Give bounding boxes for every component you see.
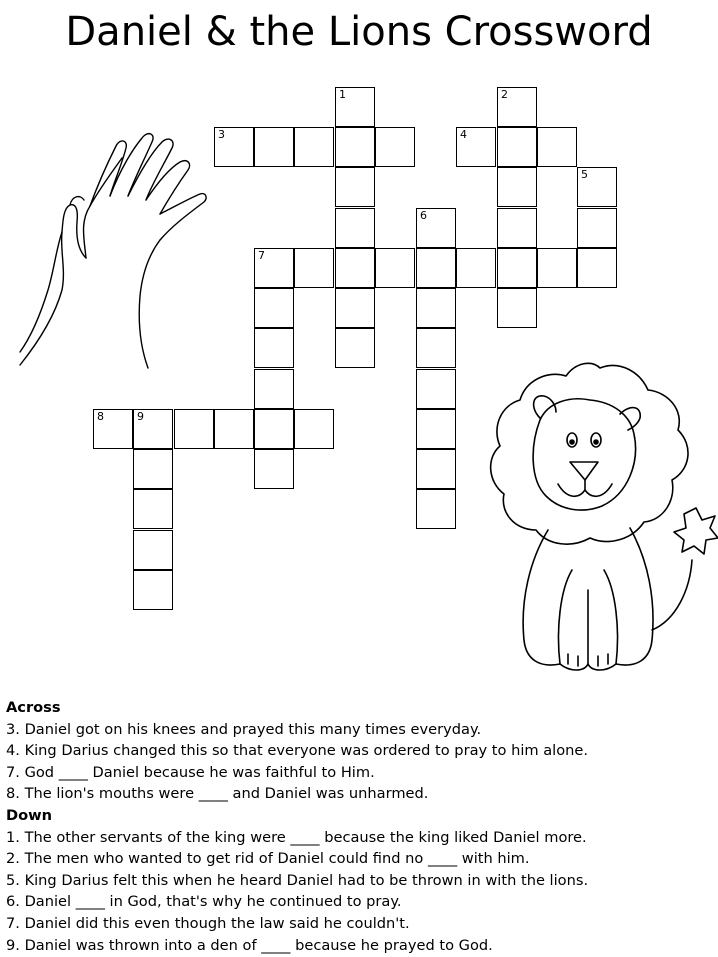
clue-number: 1 <box>339 88 346 101</box>
grid-cell[interactable] <box>416 489 456 529</box>
grid-cell[interactable] <box>254 328 294 368</box>
clue-number: 9 <box>137 410 144 423</box>
grid-cell[interactable] <box>254 127 294 167</box>
clue-number: 2 <box>501 88 508 101</box>
grid-cell[interactable] <box>133 570 173 610</box>
grid-cell[interactable] <box>416 449 456 489</box>
grid-cell[interactable] <box>174 409 214 449</box>
grid-cell[interactable] <box>335 248 375 288</box>
clue-number: 8 <box>97 410 104 423</box>
grid-cell[interactable] <box>254 409 294 449</box>
clue-number: 6 <box>420 209 427 222</box>
clues-section <box>6 697 712 956</box>
grid-cell[interactable] <box>375 127 415 167</box>
clue-number: 4 <box>460 128 467 141</box>
down-clue: 9. Daniel was thrown into a den of ____ because he prayed to God. <box>6 936 493 954</box>
grid-cell[interactable] <box>497 167 537 207</box>
grid-cell[interactable] <box>254 369 294 409</box>
down-clue: 2. The men who wanted to get rid of Daniel could find no ____ with him. <box>6 850 530 868</box>
across-heading: Across <box>6 699 61 716</box>
grid-cell[interactable] <box>335 87 375 127</box>
down-heading: Down <box>6 806 53 824</box>
grid-cell[interactable] <box>416 248 456 288</box>
grid-cell[interactable] <box>294 127 334 167</box>
grid-cell[interactable] <box>375 248 415 288</box>
grid-cell[interactable] <box>335 208 375 248</box>
clue-number: 3 <box>218 128 225 141</box>
grid-cell[interactable] <box>254 288 294 328</box>
clue-number: 5 <box>581 168 588 181</box>
page-title: Daniel & the Lions Crossword <box>65 9 653 55</box>
grid-cell[interactable] <box>497 87 537 127</box>
grid-cell[interactable] <box>214 409 254 449</box>
grid-cell[interactable] <box>577 167 617 207</box>
grid-cell[interactable] <box>416 409 456 449</box>
grid-cell[interactable] <box>254 248 294 288</box>
clue-number: 7 <box>258 249 265 262</box>
grid-cell[interactable] <box>133 489 173 529</box>
down-clue: 1. The other servants of the king were ____ because the king liked Daniel more. <box>6 828 587 846</box>
across-clue: 4. King Darius changed this so that everyone was ordered to pray to him alone. <box>6 742 589 760</box>
down-clue: 6. Daniel ____ in God, that's why he continued to pray. <box>6 893 402 911</box>
grid-cell[interactable] <box>416 288 456 328</box>
grid-cell[interactable] <box>416 208 456 248</box>
grid-cell[interactable] <box>133 409 173 449</box>
grid-cell[interactable] <box>214 127 254 167</box>
down-clue: 5. King Darius felt this when he heard Daniel had to be thrown in with the lions. <box>6 871 589 889</box>
grid-cell[interactable] <box>497 127 537 167</box>
grid-cell[interactable] <box>335 288 375 328</box>
grid-cell[interactable] <box>133 449 173 489</box>
across-clue: 8. The lion's mouths were ____ and Daniel was unharmed. <box>6 785 429 803</box>
grid-cell[interactable] <box>577 208 617 248</box>
grid-cell[interactable] <box>93 409 133 449</box>
grid-cell[interactable] <box>497 248 537 288</box>
grid-cell[interactable] <box>416 328 456 368</box>
grid-cell[interactable] <box>416 369 456 409</box>
down-clue: 7. Daniel did this even though the law said he couldn't. <box>6 914 410 932</box>
grid-cell[interactable] <box>254 449 294 489</box>
grid-cell[interactable] <box>335 167 375 207</box>
grid-cell[interactable] <box>537 127 577 167</box>
grid-cell[interactable] <box>456 248 496 288</box>
grid-cell[interactable] <box>497 208 537 248</box>
grid-cell[interactable] <box>537 248 577 288</box>
grid-cell[interactable] <box>456 127 496 167</box>
grid-cell[interactable] <box>335 127 375 167</box>
across-clue: 7. God ____ Daniel because he was faithful to Him. <box>6 763 375 781</box>
grid-cell[interactable] <box>497 288 537 328</box>
grid-cell[interactable] <box>577 248 617 288</box>
lion-illustration <box>491 363 718 670</box>
grid-cell[interactable] <box>133 530 173 570</box>
grid-cell[interactable] <box>294 248 334 288</box>
grid-cell[interactable] <box>294 409 334 449</box>
praying-hands-illustration <box>20 134 206 368</box>
grid-cell[interactable] <box>335 328 375 368</box>
across-clue: 3. Daniel got on his knees and prayed this many times everyday. <box>6 720 482 738</box>
